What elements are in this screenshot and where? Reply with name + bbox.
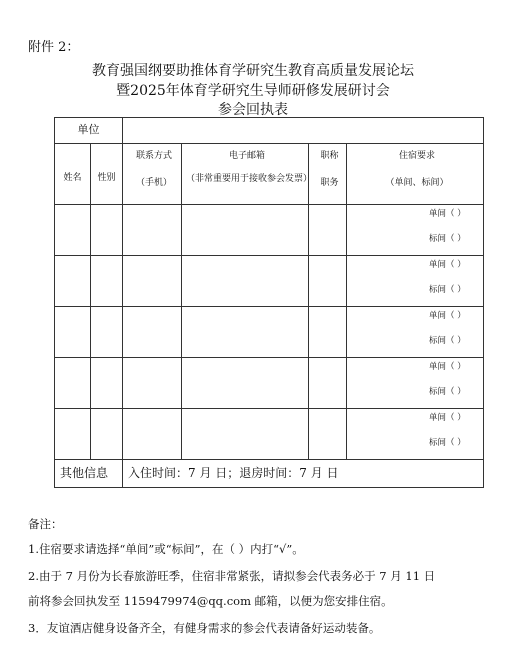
- other-info-label: 其他信息: [55, 460, 123, 488]
- name-cell[interactable]: [55, 256, 91, 307]
- gender-cell[interactable]: [91, 307, 123, 358]
- job-cell[interactable]: [309, 256, 347, 307]
- header-gender: 性别: [91, 144, 123, 205]
- gender-cell[interactable]: [91, 409, 123, 460]
- contact-cell[interactable]: [123, 358, 182, 409]
- header-job-title: 职称: [320, 151, 339, 161]
- name-cell[interactable]: [55, 409, 91, 460]
- email-cell[interactable]: [182, 358, 309, 409]
- lodging-cell: [347, 307, 484, 358]
- other-info-field[interactable]: 入住时间：7 月 日；退房时间：7 月 日: [123, 460, 484, 488]
- email-cell[interactable]: [182, 256, 309, 307]
- header-contact-title: 联系方式: [135, 151, 172, 161]
- header-lodging-title: 住宿要求: [398, 151, 435, 161]
- job-cell[interactable]: [309, 358, 347, 409]
- single-room-option[interactable]: 单间（ ）: [429, 311, 466, 321]
- lodging-cell: [347, 358, 484, 409]
- notes-title: 备注：: [28, 517, 63, 531]
- lodging-cell: [347, 256, 484, 307]
- single-room-option[interactable]: 单间（ ）: [429, 209, 466, 219]
- unit-label: 单位: [55, 118, 123, 144]
- note-item: 3．友谊酒店健身设备齐全，有健身需求的参会代表请备好运动装备。: [28, 621, 381, 635]
- lodging-cell: [347, 205, 484, 256]
- table-row: [55, 256, 484, 307]
- double-room-option[interactable]: 标间（ ）: [429, 285, 466, 295]
- form-title-line-1: 教育强国纲要助推体育学研究生教育高质量发展论坛: [92, 63, 414, 79]
- form-title-line-2: 暨2025年体育学研究生导师研修发展研讨会: [116, 83, 390, 99]
- header-job-sub: 职务: [320, 178, 339, 188]
- job-cell[interactable]: [309, 205, 347, 256]
- header-email-sub: （非常重要用于接收参会发票）: [186, 174, 313, 184]
- email-cell[interactable]: [182, 409, 309, 460]
- email-cell[interactable]: [182, 307, 309, 358]
- header-contact-sub: （手机）: [135, 178, 172, 188]
- unit-field[interactable]: [123, 118, 484, 144]
- contact-cell[interactable]: [123, 256, 182, 307]
- attachment-label: 附件 2：: [28, 40, 80, 55]
- job-cell[interactable]: [309, 307, 347, 358]
- header-lodging-sub: （单间、标间）: [385, 178, 449, 188]
- header-lodging: [347, 144, 484, 205]
- header-contact: [123, 144, 182, 205]
- note-item: 前将参会回执发至 1159479974@qq.com 邮箱，以便为您安排住宿。: [28, 594, 393, 608]
- name-cell[interactable]: [55, 358, 91, 409]
- gender-cell[interactable]: [91, 205, 123, 256]
- double-room-option[interactable]: 标间（ ）: [429, 234, 466, 244]
- double-room-option[interactable]: 标间（ ）: [429, 387, 466, 397]
- note-item: 1.住宿要求请选择“单间”或“标间”，在（ ）内打“√”。: [28, 542, 304, 556]
- name-cell[interactable]: [55, 205, 91, 256]
- table-row: [55, 358, 484, 409]
- contact-cell[interactable]: [123, 409, 182, 460]
- name-cell[interactable]: [55, 307, 91, 358]
- header-job: [309, 144, 347, 205]
- note-item: 2.由于 7 月份为长春旅游旺季，住宿非常紧张，请拟参会代表务必于 7 月 11 日: [28, 569, 436, 583]
- lodging-cell: [347, 409, 484, 460]
- email-cell[interactable]: [182, 205, 309, 256]
- single-room-option[interactable]: 单间（ ）: [429, 413, 466, 423]
- form-title-line-3: 参会回执表: [218, 102, 288, 118]
- registration-table: [54, 117, 484, 488]
- double-room-option[interactable]: 标间（ ）: [429, 438, 466, 448]
- header-email-title: 电子邮箱: [228, 151, 265, 161]
- double-room-option[interactable]: 标间（ ）: [429, 336, 466, 346]
- single-room-option[interactable]: 单间（ ）: [429, 362, 466, 372]
- table-row: [55, 409, 484, 460]
- gender-cell[interactable]: [91, 358, 123, 409]
- table-row: [55, 205, 484, 256]
- contact-cell[interactable]: [123, 205, 182, 256]
- header-email: [182, 144, 313, 205]
- header-name: 姓名: [55, 144, 91, 205]
- gender-cell[interactable]: [91, 256, 123, 307]
- single-room-option[interactable]: 单间（ ）: [429, 260, 466, 270]
- table-row: [55, 307, 484, 358]
- job-cell[interactable]: [309, 409, 347, 460]
- contact-cell[interactable]: [123, 307, 182, 358]
